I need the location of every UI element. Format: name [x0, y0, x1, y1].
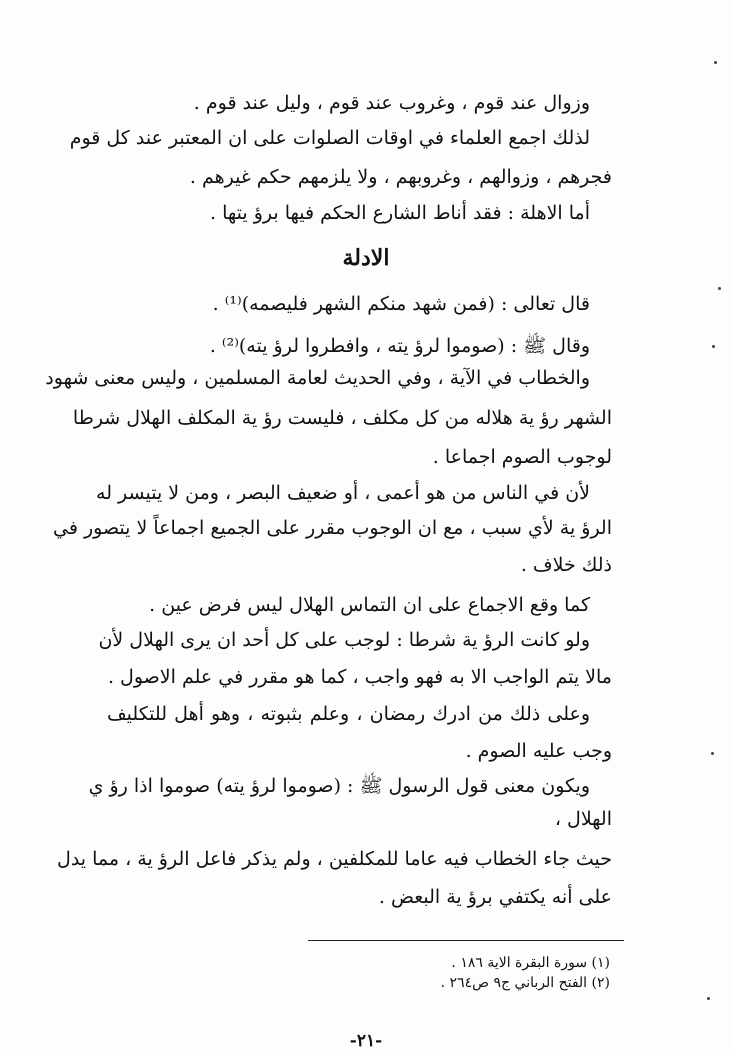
scan-speck [711, 752, 714, 755]
page-number: -٢١- [349, 1031, 383, 1051]
text-line: الهلال ، [554, 808, 612, 830]
scan-speck [714, 61, 717, 64]
text-line: الرؤ ية لأي سبب ، مع ان الوجوب مقرر على الجميع اجماعاً لا يتصور في [53, 517, 612, 539]
footnote-divider [308, 940, 624, 941]
text-line: لأن في الناس من هو أعمى ، أو ضعيف البصر ، ومن لا يتيسر له [96, 482, 590, 504]
scan-speck [718, 287, 721, 290]
text-line: لوجوب الصوم اجماعا . [432, 446, 612, 468]
text-line: قال تعالى : (فمن شهد منكم الشهر فليصمه)⁽¹⁾ . [212, 293, 590, 315]
section-heading: الادلة [342, 245, 390, 271]
text-line: على أنه يكتفي برؤ ية البعض . [378, 886, 612, 908]
text-line: لذلك اجمع العلماء في اوقات الصلوات على ان المعتبر عند كل قوم [69, 127, 590, 149]
scan-speck [712, 345, 715, 348]
text-line: ويكون معنى قول الرسول ﷺ : (صوموا لرؤ يته) صوموا اذا رؤ ي [88, 775, 590, 797]
text-line: ولو كانت الرؤ ية شرطا : لوجب على كل أحد ان يرى الهلال لأن [98, 629, 590, 651]
text-line: مالا يتم الواجب الا به فهو واجب ، كما هو مقرر في علم الاصول . [107, 666, 612, 688]
text-line: وعلى ذلك من ادرك رمضان ، وعلم بثبوته ، وهو أهل للتكليف [107, 703, 590, 725]
text-line: وجب عليه الصوم . [465, 740, 612, 762]
text-line: وقال ﷺ : (صوموا لرؤ يته ، وافطروا لرؤ يته)⁽²⁾ . [209, 335, 590, 357]
text-line: حيث جاء الخطاب فيه عاما للمكلفين ، ولم يذكر فاعل الرؤ ية ، مما يدل [57, 848, 612, 870]
text-line: وزوال عند قوم ، وغروب عند قوم ، وليل عند قوم . [193, 92, 590, 114]
text-line: الشهر رؤ ية هلاله من كل مكلف ، فليست رؤ ية المكلف الهلال شرطا [72, 407, 612, 429]
footnote-2: (٢) الفتح الرباني ج٩ ص٢٦٤ . [440, 975, 610, 991]
text-line: فجرهم ، وزوالهم ، وغروبهم ، ولا يلزمهم حكم غيرهم . [189, 166, 612, 188]
text-line: كما وقع الاجماع على ان التماس الهلال ليس فرض عين . [149, 594, 590, 616]
scan-speck [707, 997, 710, 1000]
footnote-1: (١) سورة البقرة الاية ١٨٦ . [451, 955, 610, 971]
text-line: أما الاهلة : فقد أناط الشارع الحكم فيها برؤ يتها . [210, 202, 590, 224]
text-line: ذلك خلاف . [520, 554, 612, 576]
text-line: والخطاب في الآية ، وفي الحديث لعامة المسلمين ، وليس معنى شهود [45, 367, 590, 389]
